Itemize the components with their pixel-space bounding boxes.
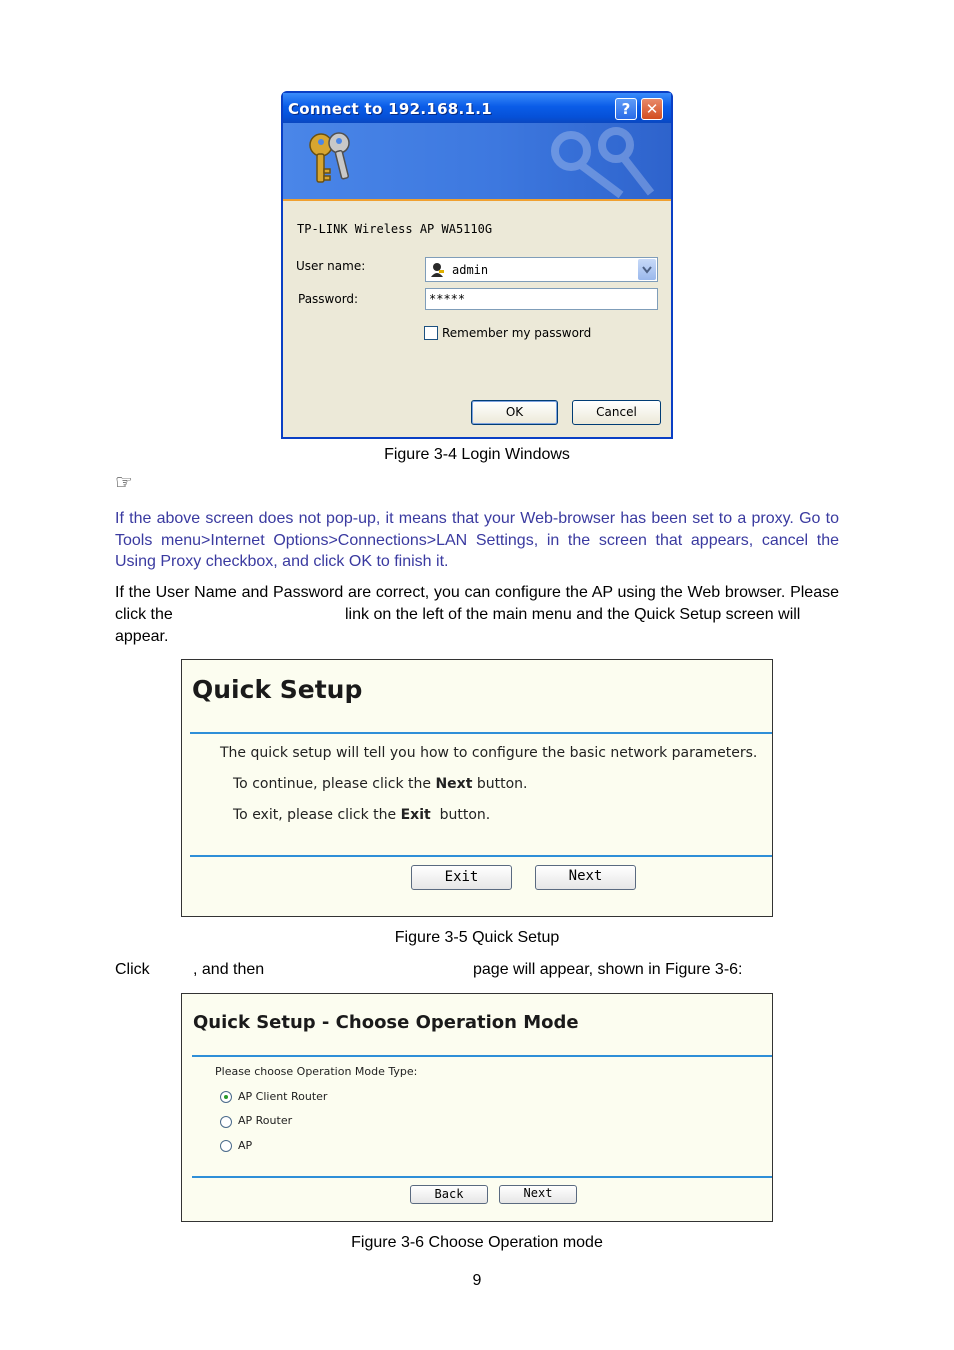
ok-button[interactable]: OK bbox=[471, 400, 558, 425]
user-icon bbox=[430, 262, 445, 278]
quick-setup-bottom-rule bbox=[190, 855, 772, 857]
figure-3-6-caption: Figure 3-6 Choose Operation mode bbox=[351, 1234, 603, 1251]
cancel-button[interactable]: Cancel bbox=[572, 400, 661, 425]
paragraph-1-line-2 bbox=[115, 604, 839, 647]
login-dialog bbox=[281, 91, 673, 439]
password-label: Password: bbox=[298, 292, 359, 306]
page-appear-text: page will appear, shown in Figure 3-6: bbox=[473, 961, 743, 978]
quick-setup-intro: The quick setup will tell you how to configure the basic network parameters. bbox=[220, 745, 758, 761]
exit-button[interactable]: Exit bbox=[411, 865, 512, 890]
click-word: Click bbox=[115, 961, 150, 978]
help-button[interactable]: ? bbox=[615, 98, 637, 120]
dialog-title-bar[interactable] bbox=[283, 93, 671, 123]
quick-setup-top-rule bbox=[190, 732, 772, 734]
remember-checkbox[interactable] bbox=[424, 326, 438, 340]
paragraph-1-rest: link on the left of the main menu and the Quick Setup screen will appear. bbox=[115, 606, 801, 645]
keys-icon bbox=[301, 127, 363, 189]
next-button[interactable]: Next bbox=[535, 865, 636, 890]
note-hand-icon: ☞ bbox=[115, 470, 133, 494]
username-combobox[interactable] bbox=[425, 257, 658, 282]
option-label-ap-router: AP Router bbox=[238, 1114, 293, 1127]
option-label-ap: AP bbox=[238, 1139, 253, 1152]
dialog-banner bbox=[283, 123, 671, 201]
quick-setup-continue-text: To continue, please click the Next button. bbox=[233, 776, 528, 792]
operation-mode-prompt: Please choose Operation Mode Type: bbox=[215, 1065, 418, 1078]
radio-ap-router[interactable] bbox=[220, 1116, 232, 1128]
radio-ap[interactable] bbox=[220, 1140, 232, 1152]
quick-setup-panel bbox=[181, 659, 773, 917]
password-field[interactable] bbox=[425, 288, 658, 310]
and-then-text: , and then bbox=[193, 961, 265, 978]
operation-mode-title: Quick Setup - Choose Operation Mode bbox=[193, 1012, 579, 1033]
operation-mode-panel bbox=[181, 993, 773, 1222]
operation-mode-top-rule bbox=[192, 1055, 772, 1057]
operation-mode-bottom-rule bbox=[192, 1176, 772, 1178]
paragraph-1-line-1: If the User Name and Password are correct, you can configure the AP using the Web browser. Please click the bbox=[115, 584, 839, 623]
radio-ap-client-router[interactable] bbox=[220, 1091, 232, 1103]
username-label: User name: bbox=[296, 259, 366, 273]
figure-3-4-caption: Figure 3-4 Login Windows bbox=[384, 446, 570, 463]
username-value: admin bbox=[452, 263, 489, 277]
page-number: 9 bbox=[472, 1272, 482, 1289]
dialog-title: Connect to 192.168.1.1 bbox=[288, 100, 493, 118]
back-button[interactable]: Back bbox=[410, 1185, 488, 1204]
quick-setup-title: Quick Setup bbox=[192, 675, 363, 704]
quick-setup-exit-text: To exit, please click the Exit button. bbox=[233, 807, 491, 823]
device-name-text: TP-LINK Wireless AP WA5110G bbox=[297, 222, 493, 236]
figure-3-5-caption: Figure 3-5 Quick Setup bbox=[394, 929, 560, 946]
option-label-ap-client-router: AP Client Router bbox=[238, 1090, 328, 1103]
next-button-mode[interactable]: Next bbox=[499, 1185, 577, 1204]
remember-label[interactable]: Remember my password bbox=[442, 326, 592, 340]
password-value: ***** bbox=[429, 292, 466, 306]
dropdown-arrow-icon[interactable] bbox=[638, 259, 656, 280]
note-text: If the above screen does not pop-up, it means that your Web-browser has been set to a proxy. Go to Tools menu>Internet Options>Connections>LAN Settings, in the screen that appears, cancel the Using Proxy checkbox, and click OK to finish it. bbox=[115, 510, 839, 570]
banner-watermark-keys-icon bbox=[541, 125, 661, 197]
close-button[interactable]: ✕ bbox=[641, 98, 663, 120]
